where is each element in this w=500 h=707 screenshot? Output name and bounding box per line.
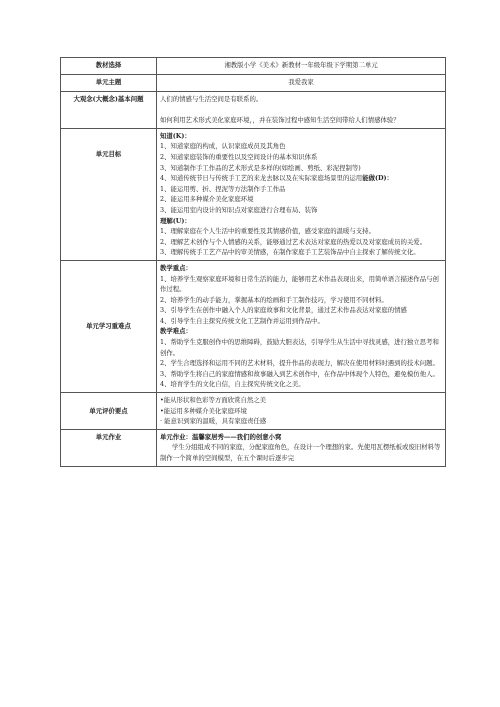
hard-item: 2、学生合理选择和运用不同的艺术材料，提升作品的表现力，解决在使用材料时遇到的技术问题。 bbox=[160, 359, 439, 368]
hard-title: 教学难点： bbox=[160, 327, 192, 336]
big-idea-line: 人们的情感与生活空间是有联系的。 bbox=[160, 95, 263, 103]
key-title: 教学重点： bbox=[160, 263, 192, 272]
goal-item: 2、知道家庭装饰的重要性以及空间设计的基本知识体系 bbox=[160, 152, 318, 161]
goals-understand-title: 理解(U)： bbox=[160, 216, 191, 225]
key-item: 1、培养学生观察家庭环境和日常生活的能力，能够用艺术作品表现出来，用简单语言描述作品与创作过程。 bbox=[160, 274, 439, 294]
hard-item: 3、帮助学生将自己的家庭情感和故事融入到艺术创作中，在作品中体现个人特色，避免模仿他人。 bbox=[160, 369, 439, 378]
row-homework bbox=[61, 429, 446, 466]
evaluation-label: 单元评价要点 bbox=[61, 393, 157, 430]
homework-label: 单元作业 bbox=[61, 429, 157, 466]
row-big-idea bbox=[61, 92, 446, 129]
goal-item: 3、理解传统手工艺产品中的审美情感，在制作家庭手工艺装饰品中自主探索了解传统文化。 bbox=[160, 248, 420, 257]
key-item: 4、引导学生自主探究传统文化工艺制作并运用到作品中。 bbox=[160, 316, 324, 325]
key-item: 2、培养学生的动手能力，掌握基本的绘画和手工制作技巧，学习使用不同材料。 bbox=[160, 295, 388, 304]
big-idea-content bbox=[157, 92, 446, 129]
homework-text: 学生分组组成不同的家庭，分配家庭角色，在设计一个理想的家。先使用瓦楞纸板或废旧材料等制作一个简单的空间模型，在五个课时后逐步完 bbox=[160, 443, 441, 462]
row-material bbox=[61, 58, 446, 75]
goal-item: 2、理解艺术创作与个人情感的关系，能够通过艺术表达对家庭的热爱以及对家庭成员的关爱。 bbox=[160, 237, 427, 246]
goal-item: 1、能运用剪、折、捏泥等方法制作手工作品 bbox=[160, 184, 286, 193]
row-evaluation bbox=[61, 393, 446, 430]
goals-label: 单元目标 bbox=[61, 128, 157, 260]
theme-label: 单元主题 bbox=[61, 75, 157, 92]
unit-plan-table bbox=[60, 57, 446, 467]
key-points-label: 单元学习重难点 bbox=[61, 260, 157, 392]
big-idea-label: 大观念(大概念)基本问题 bbox=[61, 92, 157, 129]
goal-item: 3、知道制作手工作品的艺术形式是多样的(如绘画、剪纸、彩泥捏制等) bbox=[160, 163, 361, 172]
hard-item: 4、培育学生的文化自信，自主探究传统文化之美。 bbox=[160, 380, 305, 389]
row-theme bbox=[61, 75, 446, 92]
hard-item: 1、帮助学生克服创作中的思维障碍，鼓励大胆表达，引导学生从生活中寻找灵感，进行独立思考和创作。 bbox=[160, 338, 439, 357]
key-points-content bbox=[157, 260, 446, 392]
goal-item: 1、知道家庭的构成，认识家庭成员及其角色 bbox=[160, 142, 286, 151]
material-value: 湘教版小学《美术》新教材一年级年级下学期第二单元 bbox=[157, 58, 446, 75]
unit-plan-sheet bbox=[60, 57, 445, 467]
goals-content bbox=[157, 128, 446, 260]
row-goals bbox=[61, 128, 446, 260]
goals-can-title: 能做(D)： bbox=[362, 174, 393, 183]
homework-title: 单元作业：温馨家居秀——我们的创意小窝 bbox=[160, 432, 282, 441]
evaluation-item: •能运用多种媒介美化家庭环境 bbox=[160, 406, 247, 415]
material-label: 教材选择 bbox=[61, 58, 157, 75]
row-key-points bbox=[61, 260, 446, 392]
goal-item: 2、能运用多种媒介美化家庭环境 bbox=[160, 195, 254, 204]
goals-know-title: 知道(K)： bbox=[160, 131, 191, 140]
goal-item: 4、知道传统节日与传统手工艺的来龙去脉以及在实际家庭场景里的运用 bbox=[160, 174, 363, 183]
homework-content bbox=[157, 429, 446, 466]
evaluation-content bbox=[157, 393, 446, 430]
evaluation-item: · 能意识到家的温暖，具有家庭责任感 bbox=[160, 417, 267, 426]
evaluation-item: •能从形状和色彩等方面欣赏自然之美 bbox=[160, 396, 267, 405]
big-idea-line: 如何利用艺术形式美化家庭环境，，并在装饰过程中感知生活空间带给人们情感体验？ bbox=[160, 116, 400, 125]
goal-item-with-can-title bbox=[160, 173, 442, 184]
key-item: 3、引导学生在创作中融入个人的家庭故事和文化背景，通过艺术作品表达对家庭的情感 bbox=[160, 306, 407, 315]
goal-item: 3、能运用室内设计的知识点对家庭进行合理布局、装饰 bbox=[160, 205, 318, 214]
goal-item: 1、理解家庭在个人生活中的重要性及其情感价值，感受家庭的温暖与支持。 bbox=[160, 227, 375, 236]
theme-value: 我爱我家 bbox=[157, 75, 446, 92]
